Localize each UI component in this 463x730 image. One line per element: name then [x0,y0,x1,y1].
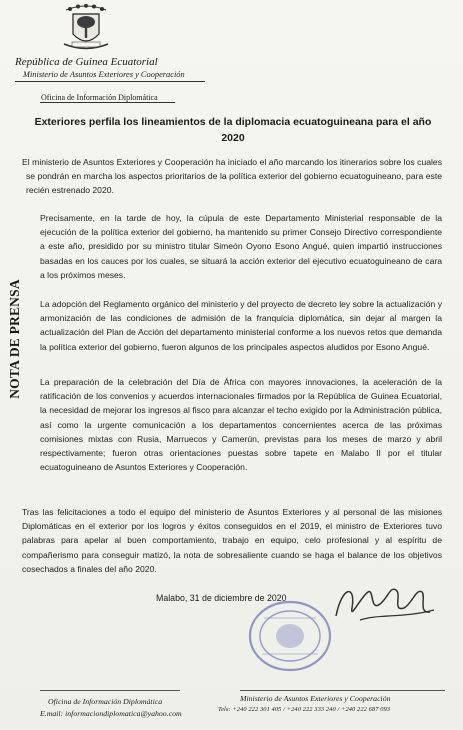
footer-phones: Tels: +240 222 301 405 / +240 222 333 240 / +240 222 687 093 [218,706,391,713]
footer-office: Oficina de Información Diplomática [48,697,163,706]
office-underline [40,102,175,103]
paragraph-4: La preparación de la celebración del Día de África con mayores innovaciones, la aceleración de la ratificación de los convenios y acuerdos internacionales firmados por la República de Guinea Ecuatorial, la necesidad de mejorar los ingresos al fisco para alcanzar el techo exigido por la Administración pública, así como la urgente comunicación a los departamentos concernientes acerca de las próximas comisiones mixtas con Rusia, Marruecos y Camerún, previstas para los meses de marzo y abril respectivamente; fueron otras orientaciones puestas sobre tapete en Malabo II por el titular ecuatoguineano de Asuntos Exteriores y Cooperación. [40,377,442,473]
footer-rule-right [240,690,445,691]
paragraph-2: Precisamente, en la tarde de hoy, la cúpula de este Departamento Ministerial responsable de la ejecución de la política exterior del gobierno, ha mantenido su primer Consejo Directivo correspondiente a este año, presidido por su ministro titular Simeón Oyono Esono Angué, quien impartió instrucciones basadas en los cauces por los cuales, se situará la acción exterior del ejecutivo ecuatoguineano de cara a los próximos meses. [40,213,442,280]
paragraph-5: Tras las felicitaciones a todo el equipo del ministerio de Asuntos Exteriores y al personal de las misiones Diplomáticas en el exterior por los logros y éxitos conseguidos en el 2019, el ministro de Exteriores tuvo palabras para apelar al buen comportamiento, trabajo en equipo, celo profesional y al espíritu de compañerismo para conseguir matizó, la nota de sobresaliente cuando se haga el balance de los objetivos cosechados a finales del año 2020. [22,507,442,574]
coat-of-arms-icon [58,4,114,54]
office-name: Oficina de Información Diplomática [41,93,158,102]
side-label-text: NOTA DE PRENSA [7,279,22,399]
footer-email: E.mail: informaciondiplomatica@yahoo.com [40,709,182,718]
official-stamp-icon [244,596,336,676]
header-divider [15,81,205,82]
side-label [4,264,26,414]
country-name: República de Guinea Ecuatorial [15,56,158,68]
press-release-title: Exteriores perfila los lineamientos de la diplomacia ecuatoguineana para el año 2020 [34,116,432,144]
footer-ministry: Ministerio de Asuntos Exteriores y Cooperación [240,694,391,703]
signature-icon [330,578,440,630]
paragraph-3: La adopción del Reglamento orgánico del ministerio y del proyecto de decreto ley sobre la actualización y armonización de las condiciones de admisión de la franquicia diplomática, sin dejar al margen la actualización del Plan de Acción del departamento ministerial conforme a los nuevos retos que demanda la política exterior del gobierno, fueron algunos de los principales aspectos aludidos por Esono Angué. [40,299,442,352]
place-and-date: Malabo, 31 de diciembre de 2020 [156,593,287,603]
paragraph-1: El ministerio de Asuntos Exteriores y Cooperación ha iniciado el año marcando los itinerarios sobre los cuales se pondrán en marcha los aspectos prioritarios de la política exterior del gobierno ecuatoguineano, para este recién estrenado 2020. [22,157,442,196]
footer-rule-left [40,690,180,691]
ministry-name: Ministerio de Asuntos Exteriores y Cooperación [23,70,185,79]
